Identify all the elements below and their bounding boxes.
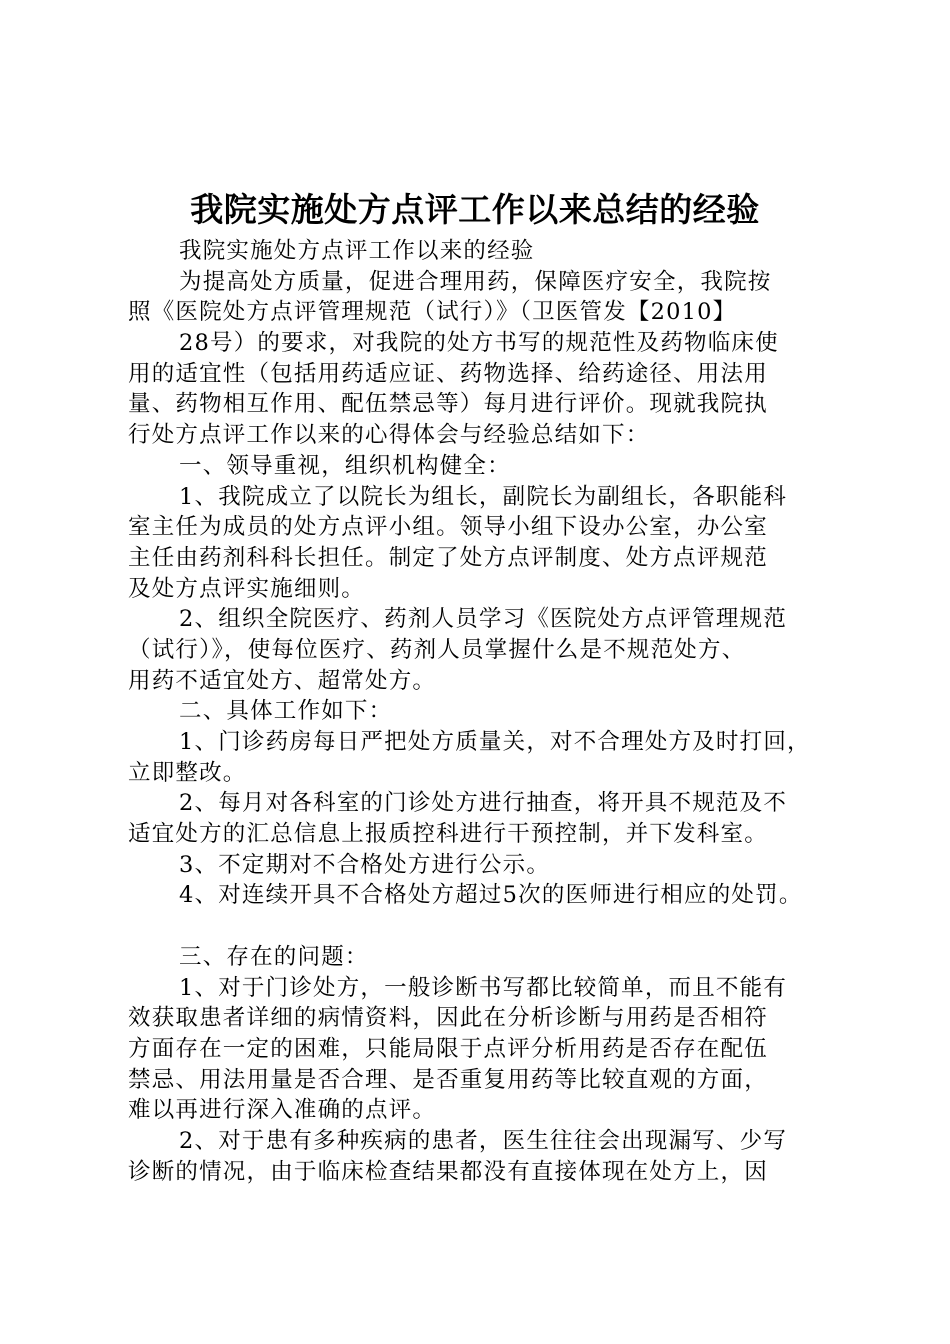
text-line: 室主任为成员的处方点评小组。领导小组下设办公室，办公室 xyxy=(128,514,768,541)
text-line: 2、组织全院医疗、药剂人员学习《医院处方点评管理规范 xyxy=(179,606,788,633)
text-line: 1、我院成立了以院长为组长，副院长为副组长，各职能科 xyxy=(179,483,788,510)
text-line: 三、存在的问题： xyxy=(179,943,369,970)
text-line: 28号）的要求，对我院的处方书写的规范性及药物临床使 xyxy=(179,330,779,357)
text-line: 方面存在一定的困难，只能局限于点评分析用药是否存在配伍 xyxy=(128,1035,768,1062)
text-line: 效获取患者详细的病情资料，因此在分析诊断与用药是否相符 xyxy=(128,1005,768,1032)
text-line: 主任由药剂科科长担任。制定了处方点评制度、处方点评规范 xyxy=(128,544,768,571)
text-line: 一、领导重视，组织机构健全： xyxy=(179,452,511,479)
text-line: 禁忌、用法用量是否合理、是否重复用药等比较直观的方面， xyxy=(128,1066,768,1093)
text-line: （试行）》，使每位医疗、药剂人员掌握什么是不规范处方、 xyxy=(128,636,746,663)
text-line: 为提高处方质量，促进合理用药，保障医疗安全，我院按 xyxy=(179,268,772,295)
text-line: 立即整改。 xyxy=(128,759,247,786)
document-body xyxy=(128,236,838,1187)
text-line: 二、具体工作如下： xyxy=(179,698,393,725)
blank-line xyxy=(128,911,838,942)
text-line: 照《医院处方点评管理规范（试行）》（卫医管发【2010】 xyxy=(128,299,737,326)
document-title: 我院实施处方点评工作以来总结的经验 xyxy=(190,190,760,229)
text-line: 及处方点评实施细则。 xyxy=(128,575,366,602)
text-line: 量、药物相互作用、配伍禁忌等）每月进行评价。现就我院执 xyxy=(128,391,768,418)
text-line: 行处方点评工作以来的心得体会与经验总结如下： xyxy=(128,422,650,449)
text-line: 2、对于患有多种疾病的患者，医生往往会出现漏写、少写 xyxy=(179,1127,788,1154)
text-line: 用的适宜性（包括用药适应证、药物选择、给药途径、用法用 xyxy=(128,360,768,387)
text-line: 诊断的情况，由于临床检查结果都没有直接体现在处方上，因 xyxy=(128,1158,768,1185)
text-line: 1、门诊药房每日严把处方质量关，对不合理处方及时打回， xyxy=(179,729,811,755)
text-line: 2、每月对各科室的门诊处方进行抽查，将开具不规范及不 xyxy=(179,790,788,817)
text-line: 1、对于门诊处方，一般诊断书写都比较简单，而且不能有 xyxy=(179,974,788,1001)
text-line: 我院实施处方点评工作以来的经验 xyxy=(179,238,535,264)
text-line: 用药不适宜处方、超常处方。 xyxy=(128,667,437,694)
text-line: 4、对连续开具不合格处方超过5次的医师进行相应的处罚。 xyxy=(179,882,803,909)
text-line: 适宜处方的汇总信息上报质控科进行干预控制，并下发科室。 xyxy=(128,821,768,848)
text-line: 难以再进行深入准确的点评。 xyxy=(128,1097,437,1124)
text-line: 3、不定期对不合格处方进行公示。 xyxy=(179,851,551,878)
